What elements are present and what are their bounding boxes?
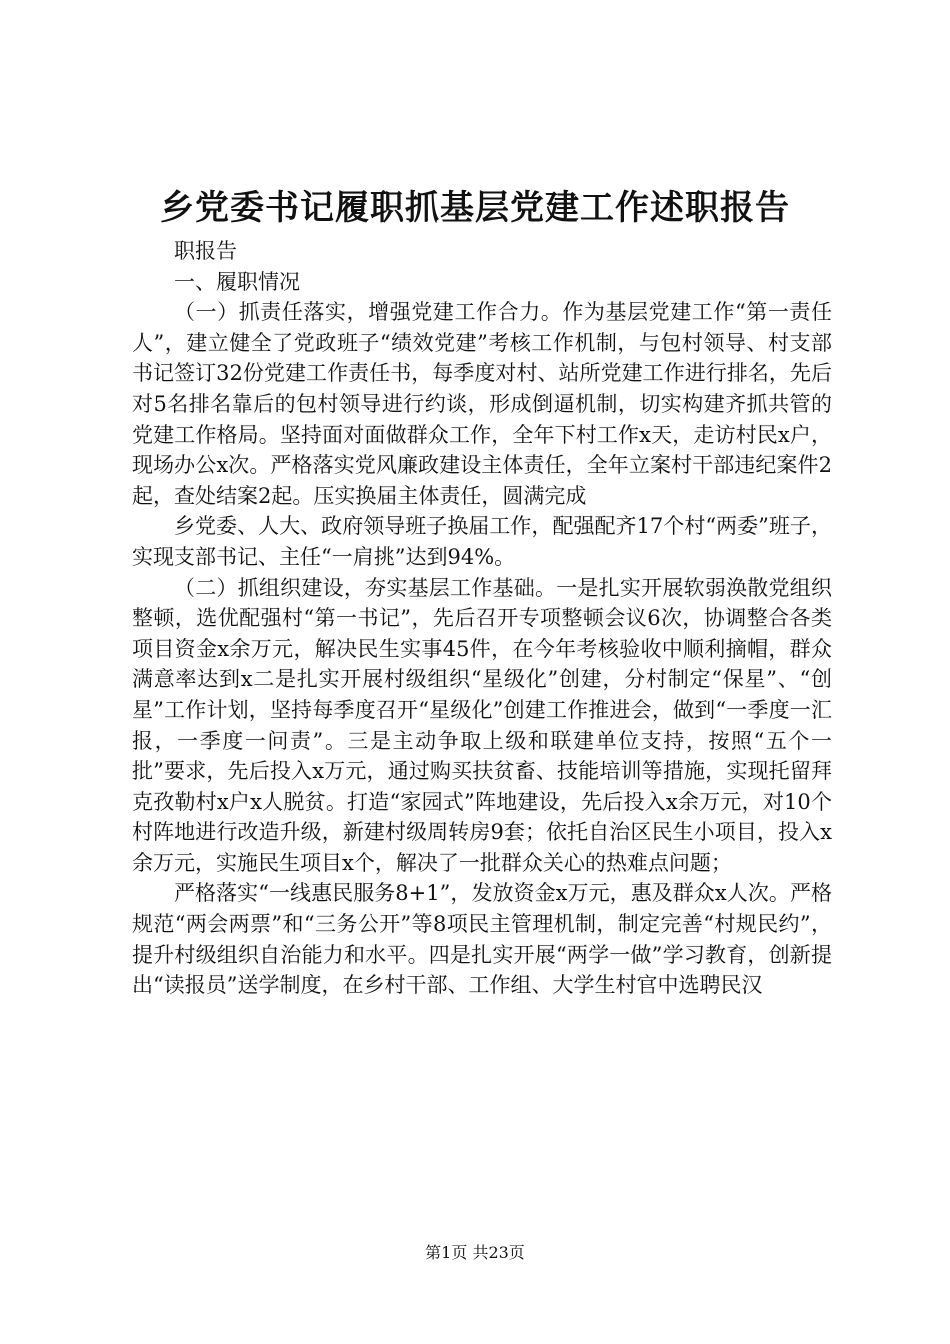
page-footer: 第1页 共23页 xyxy=(425,1243,525,1262)
document-body xyxy=(132,236,832,1001)
paragraph-responsibility: （一）抓责任落实，增强党建工作合力。作为基层党建工作“第一责任人”，建立健全了党政班子“绩效党建”考核工作机制，与包村领导、村支部书记签订32份党建工作责任书，每季度对村、站所党建工作进行排名，先后对5名排名靠后的包村领导进行约谈，形成倒逼机制，切实构建齐抓共管的党建工作格局。坚持面对面做群众工作，全年下村工作x天，走访村民x户，现场办公x次。严格落实党风廉政建设主体责任，全年立案村干部违纪案件2起，查处结案2起。压实换届主体责任，圆满完成 xyxy=(132,300,832,508)
paragraph-election: 乡党委、人大、政府领导班子换届工作，配强配齐17个村“两委”班子，实现支部书记、主任“一肩挑”达到94%。 xyxy=(132,514,832,569)
paragraph-service: 严格落实“一线惠民服务8+1”，发放资金x万元，惠及群众x人次。严格规范“两会两票”和“三务公开”等8项民主管理机制，制定完善“村规民约”，提升村级组织自治能力和水平。四是扎实开展“两学一做”学习教育，创新提出“读报员”送学制度，在乡村干部、工作组、大学生村官中选聘民汉 xyxy=(132,881,832,998)
paragraph-organization: （二）抓组织建设，夯实基层工作基础。一是扎实开展软弱涣散党组织整顿，选优配强村“第一书记”，先后召开专项整顿会议6次，协调整合各类项目资金x余万元，解决民生实事45件，在今年考核验收中顺利摘帽，群众满意率达到x二是扎实开展村级组织“星级化”创建，分村制定“保星”、“创星”工作计划，坚持每季度召开“星级化”创建工作推进会，做到“一季度一汇报，一季度一问责”。三是主动争取上级和联建单位支持，按照“五个一批”要求，先后投入x万元，通过购买扶贫畜、技能培训等措施，实现托留拜克孜勒村x户x人脱贫。打造“家园式”阵地建设，先后投入x余万元，对10个村阵地进行改造升级，新建村级周转房9套；依托自治区民生小项目，投入x余万元，实施民生项目x个，解决了一批群众关心的热难点问题； xyxy=(132,575,832,875)
paragraph-heading-report: 职报告 xyxy=(174,239,237,263)
paragraph-section-heading: 一、履职情况 xyxy=(174,269,300,294)
document-title: 乡党委书记履职抓基层党建工作述职报告 xyxy=(160,188,790,228)
